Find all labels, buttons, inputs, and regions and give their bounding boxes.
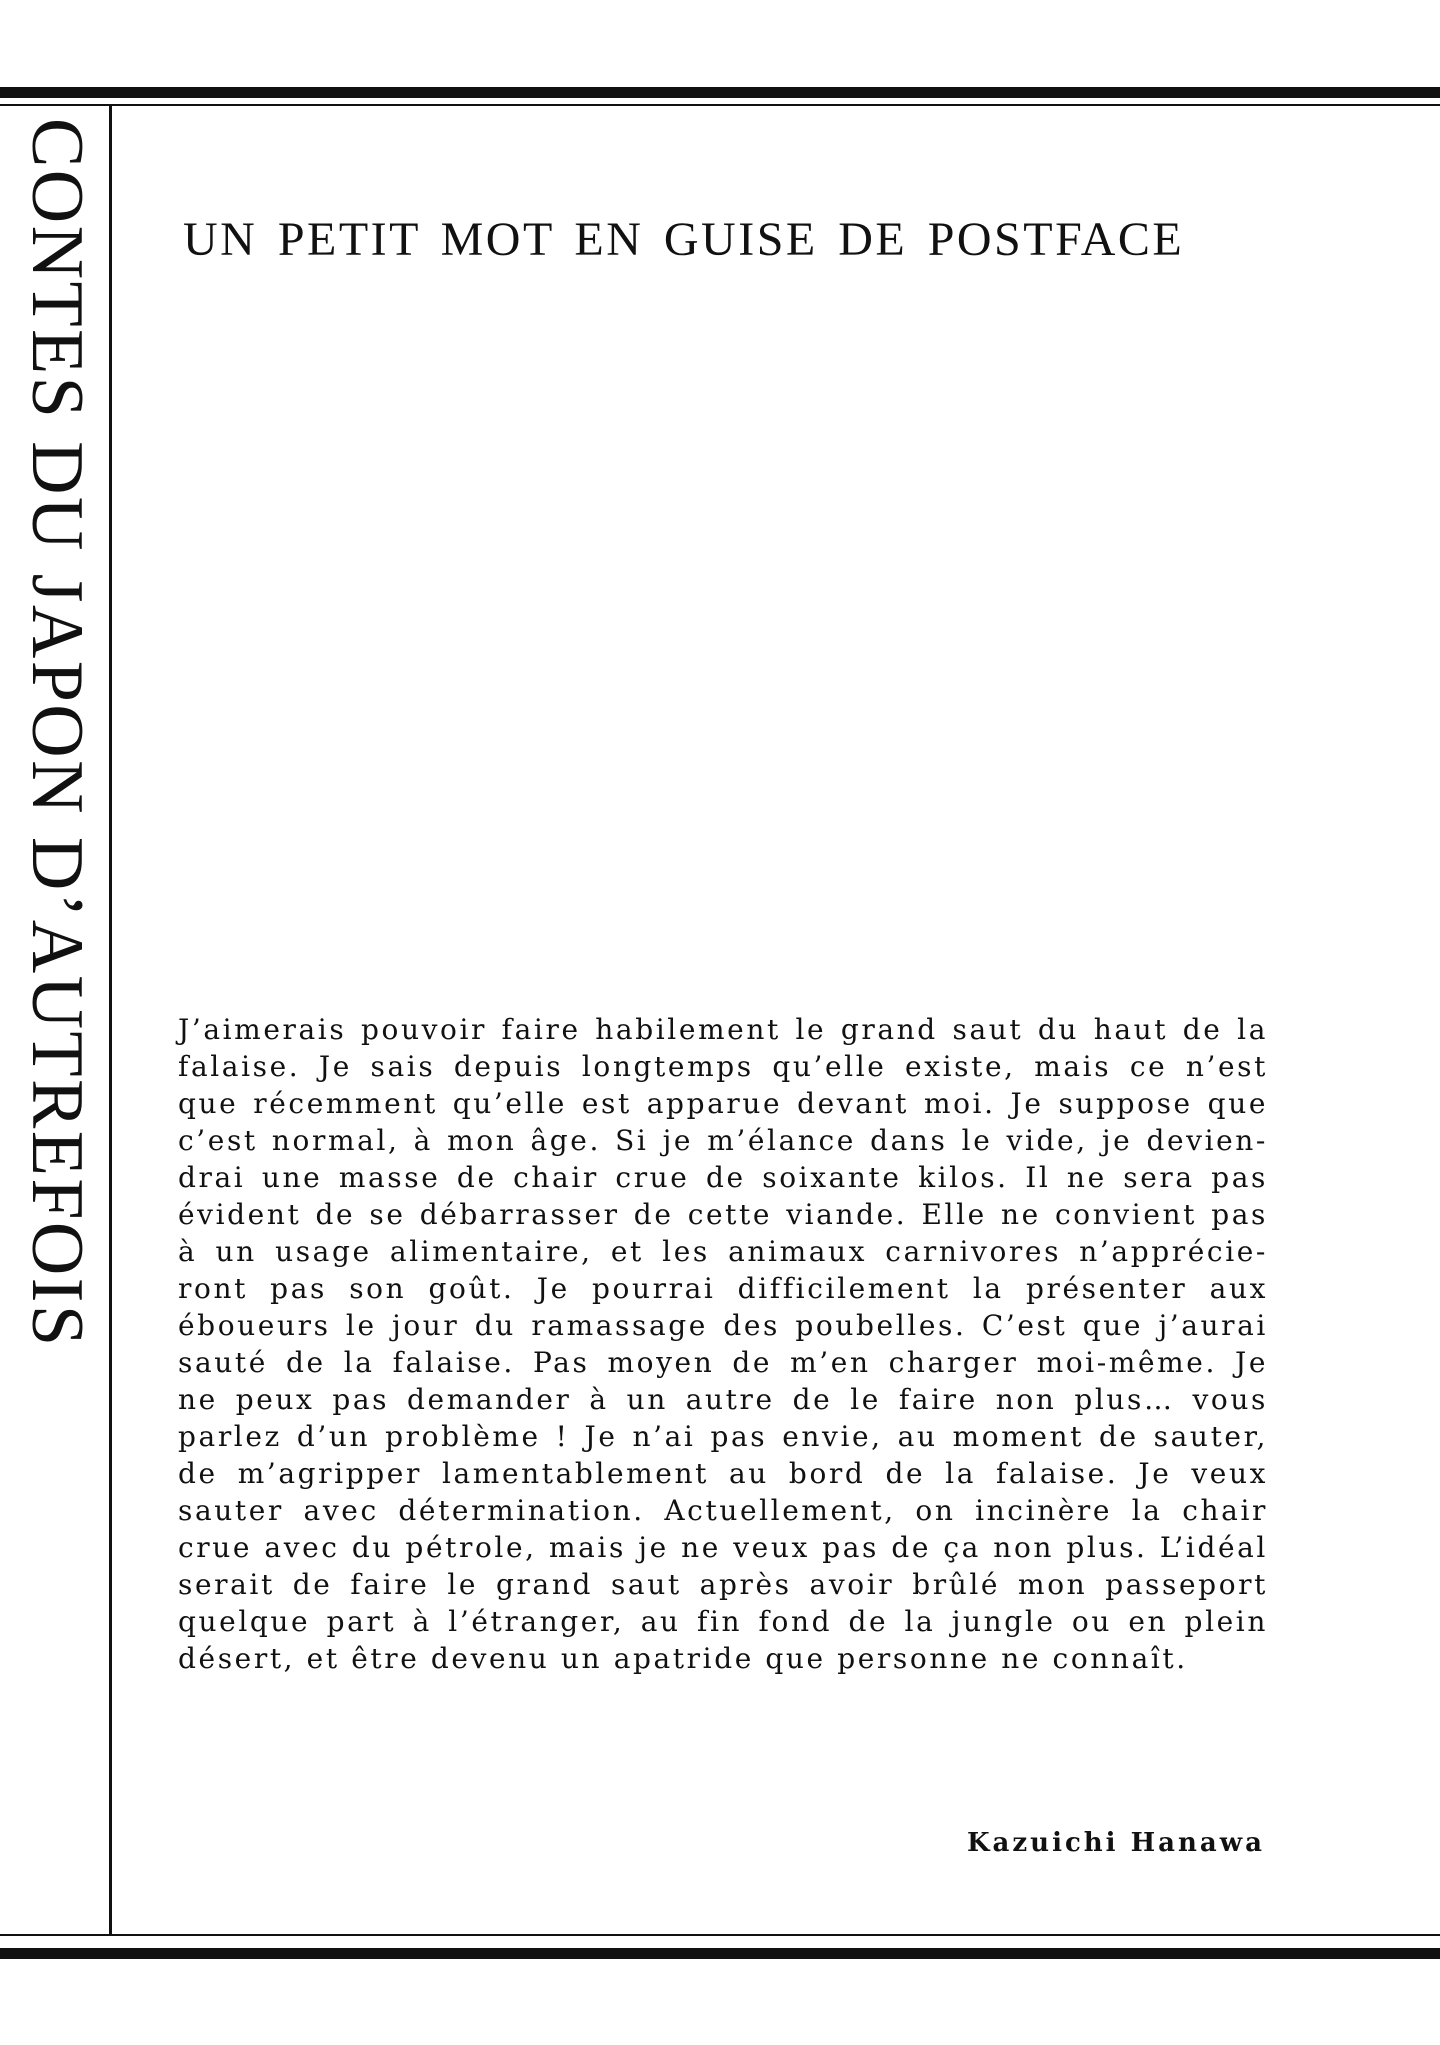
spine (12, 118, 102, 1918)
body-line: éboueurs le jour du ramassage des poubelles. C’est que j’aurai (178, 1309, 1268, 1342)
body-line: crue avec du pétrole, mais je ne veux pas de ça non plus. L’idéal (178, 1531, 1268, 1564)
body-line: ne peux pas demander à un autre de le faire non plus… vous (178, 1383, 1268, 1416)
body-line: quelque part à l’étranger, au fin fond de la jungle ou en plein (178, 1605, 1268, 1638)
postface-body (178, 1011, 1268, 1677)
body-line: à un usage alimentaire, et les animaux carnivores n’apprécie- (178, 1235, 1268, 1268)
body-line: falaise. Je sais depuis longtemps qu’elle existe, mais ce n’est (178, 1050, 1268, 1083)
body-line: évident de se débarrasser de cette viande. Elle ne convient pas (178, 1198, 1268, 1231)
spine-title: CONTES DU JAPON D’AUTREFOIS (16, 118, 98, 1349)
body-line: sauté de la falaise. Pas moyen de m’en charger moi-même. Je (178, 1346, 1268, 1379)
bottom-thin-rule (0, 1934, 1440, 1936)
body-line: ront pas son goût. Je pourrai difficilement la présenter aux (178, 1272, 1268, 1305)
body-line: sauter avec détermination. Actuellement, on incinère la chair (178, 1494, 1268, 1527)
body-line: désert, et être devenu un apatride que personne ne connaît. (178, 1642, 1188, 1675)
body-line: J’aimerais pouvoir faire habilement le grand saut du haut de la (178, 1013, 1268, 1046)
body-line: serait de faire le grand saut après avoir brûlé mon passeport (178, 1568, 1268, 1601)
page-title: UN PETIT MOT EN GUISE DE POSTFACE (183, 213, 1185, 266)
top-thin-rule (0, 104, 1440, 106)
top-thick-rule (0, 87, 1440, 98)
body-line: parlez d’un problème ! Je n’ai pas envie, au moment de sauter, (178, 1420, 1268, 1453)
bottom-thick-rule (0, 1948, 1440, 1959)
body-line: de m’agripper lamentablement au bord de la falaise. Je veux (178, 1457, 1268, 1490)
body-line: c’est normal, à mon âge. Si je m’élance dans le vide, je devien- (178, 1124, 1268, 1157)
spine-divider (109, 104, 112, 1936)
author-signature: Kazuichi Hanawa (966, 1828, 1265, 1858)
body-line: drai une masse de chair crue de soixante kilos. Il ne sera pas (178, 1161, 1268, 1194)
body-line: que récemment qu’elle est apparue devant moi. Je suppose que (178, 1087, 1268, 1120)
